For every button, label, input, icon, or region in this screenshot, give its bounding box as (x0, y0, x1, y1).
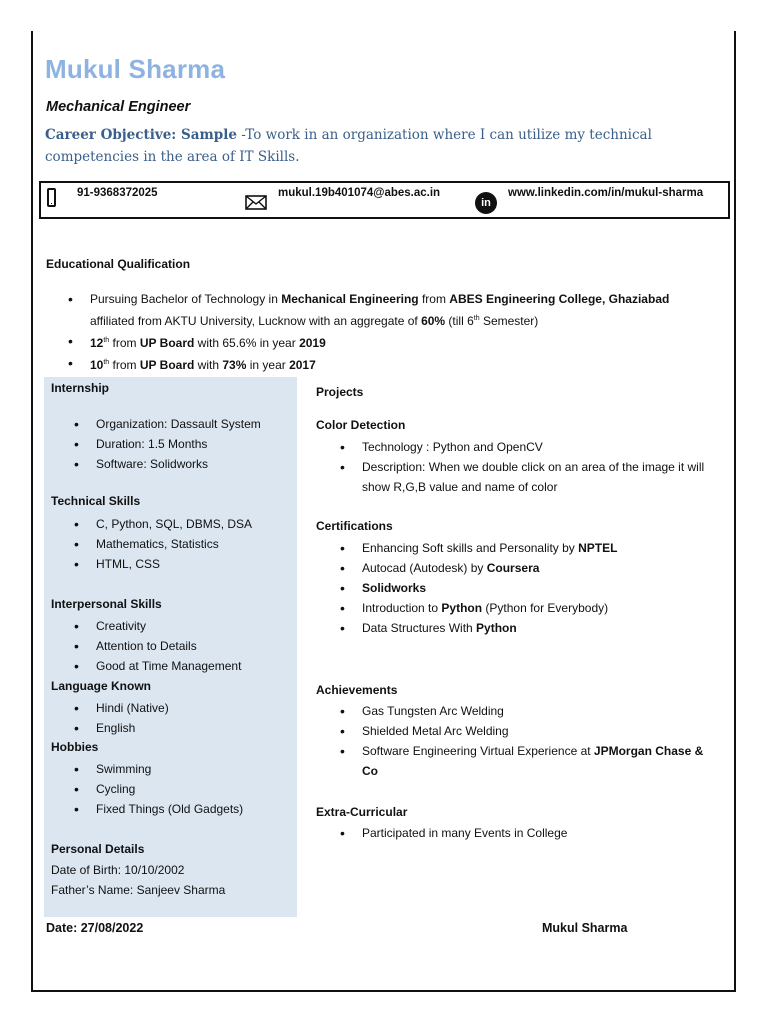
list-item: • 10th from UP Board with 73% in year 2017 (68, 353, 708, 375)
phone-icon (47, 188, 56, 207)
contact-bar (39, 181, 730, 219)
list-item: • Attention to Details (74, 636, 241, 656)
list-item: • Organization: Dassault System (74, 414, 261, 434)
interpersonal-list (74, 616, 241, 676)
interpersonal-heading: Interpersonal Skills (51, 597, 162, 611)
list-item: • Good at Time Management (74, 656, 241, 676)
list-item: • Gas Tungsten Arc Welding (340, 701, 720, 721)
project-title: Color Detection (316, 418, 406, 432)
internship-heading: Internship (51, 381, 110, 395)
list-item: • Mathematics, Statistics (74, 534, 252, 554)
mail-icon (245, 195, 267, 210)
education-list (68, 289, 708, 375)
extra-curricular-heading: Extra-Curricular (316, 805, 408, 819)
list-item: • Data Structures With Python (340, 618, 712, 638)
hobbies-heading: Hobbies (51, 740, 99, 754)
phone-number: 91-9368372025 (77, 187, 158, 199)
language-list (74, 698, 169, 738)
list-item: • Solidworks (340, 578, 712, 598)
projects-heading: Projects (316, 385, 364, 399)
list-item: • C, Python, SQL, DBMS, DSA (74, 514, 252, 534)
list-item: • Introduction to Python (Python for Everybody) (340, 598, 712, 618)
list-item: • Hindi (Native) (74, 698, 169, 718)
list-item: • Cycling (74, 779, 243, 799)
career-objective (45, 124, 685, 168)
list-item: • Fixed Things (Old Gadgets) (74, 799, 243, 819)
hobbies-list (74, 759, 243, 819)
linkedin-link[interactable]: www.linkedin.com/in/mukul-sharma (508, 187, 704, 199)
personal-heading: Personal Details (51, 842, 145, 856)
footer-date: Date: 27/08/2022 (46, 921, 144, 935)
list-item: • Creativity (74, 616, 241, 636)
footer-signature: Mukul Sharma (542, 921, 628, 935)
education-heading: Educational Qualification (46, 257, 191, 271)
list-item: • Autocad (Autodesk) by Coursera (340, 558, 712, 578)
list-item: • Enhancing Soft skills and Personality by NPTEL (340, 538, 712, 558)
list-item: • English (74, 718, 169, 738)
list-item: • Swimming (74, 759, 243, 779)
list-item: • Software: Solidworks (74, 454, 261, 474)
list-item: • Software Engineering Virtual Experience at JPMorgan Chase & Co (340, 741, 720, 781)
date-of-birth: Date of Birth: 10/10/2002 (51, 863, 185, 877)
language-heading: Language Known (51, 679, 151, 693)
job-title: Mechanical Engineer (46, 99, 191, 115)
extra-curricular-list (340, 823, 712, 843)
technical-skills-heading: Technical Skills (51, 494, 141, 508)
achievements-heading: Achievements (316, 683, 398, 697)
list-item: • Description: When we double click on an area of the image it will show R,G,B value and name of color (340, 457, 712, 497)
objective-text: -To work in an organization where I can utilize my technical competencies in the area of IT Skills. (45, 127, 652, 165)
list-item: • Shielded Metal Arc Welding (340, 721, 720, 741)
father-name: Father’s Name: Sanjeev Sharma (51, 883, 226, 897)
list-item: • HTML, CSS (74, 554, 252, 574)
linkedin-icon: in (475, 192, 497, 214)
achievements-list (340, 701, 720, 781)
list-item: • Technology : Python and OpenCV (340, 437, 712, 457)
list-item: • Pursuing Bachelor of Technology in Mechanical Engineering from ABES Engineering College, Ghaziabad affiliated from AKTU University, Lucknow with an aggregate of 60% (till 6th Semester) (68, 289, 708, 331)
certifications-list (340, 538, 712, 638)
objective-label: Career Objective: Sample (45, 127, 237, 143)
project-list (340, 437, 712, 497)
internship-list (74, 414, 261, 474)
list-item: • Participated in many Events in College (340, 823, 712, 843)
list-item: • Duration: 1.5 Months (74, 434, 261, 454)
candidate-name: Mukul Sharma (45, 54, 226, 84)
certifications-heading: Certifications (316, 519, 393, 533)
email-link[interactable]: mukul.19b401074@abes.ac.in (278, 187, 441, 199)
list-item: • 12th from UP Board with 65.6% in year 2019 (68, 331, 708, 353)
technical-skills-list (74, 514, 252, 574)
